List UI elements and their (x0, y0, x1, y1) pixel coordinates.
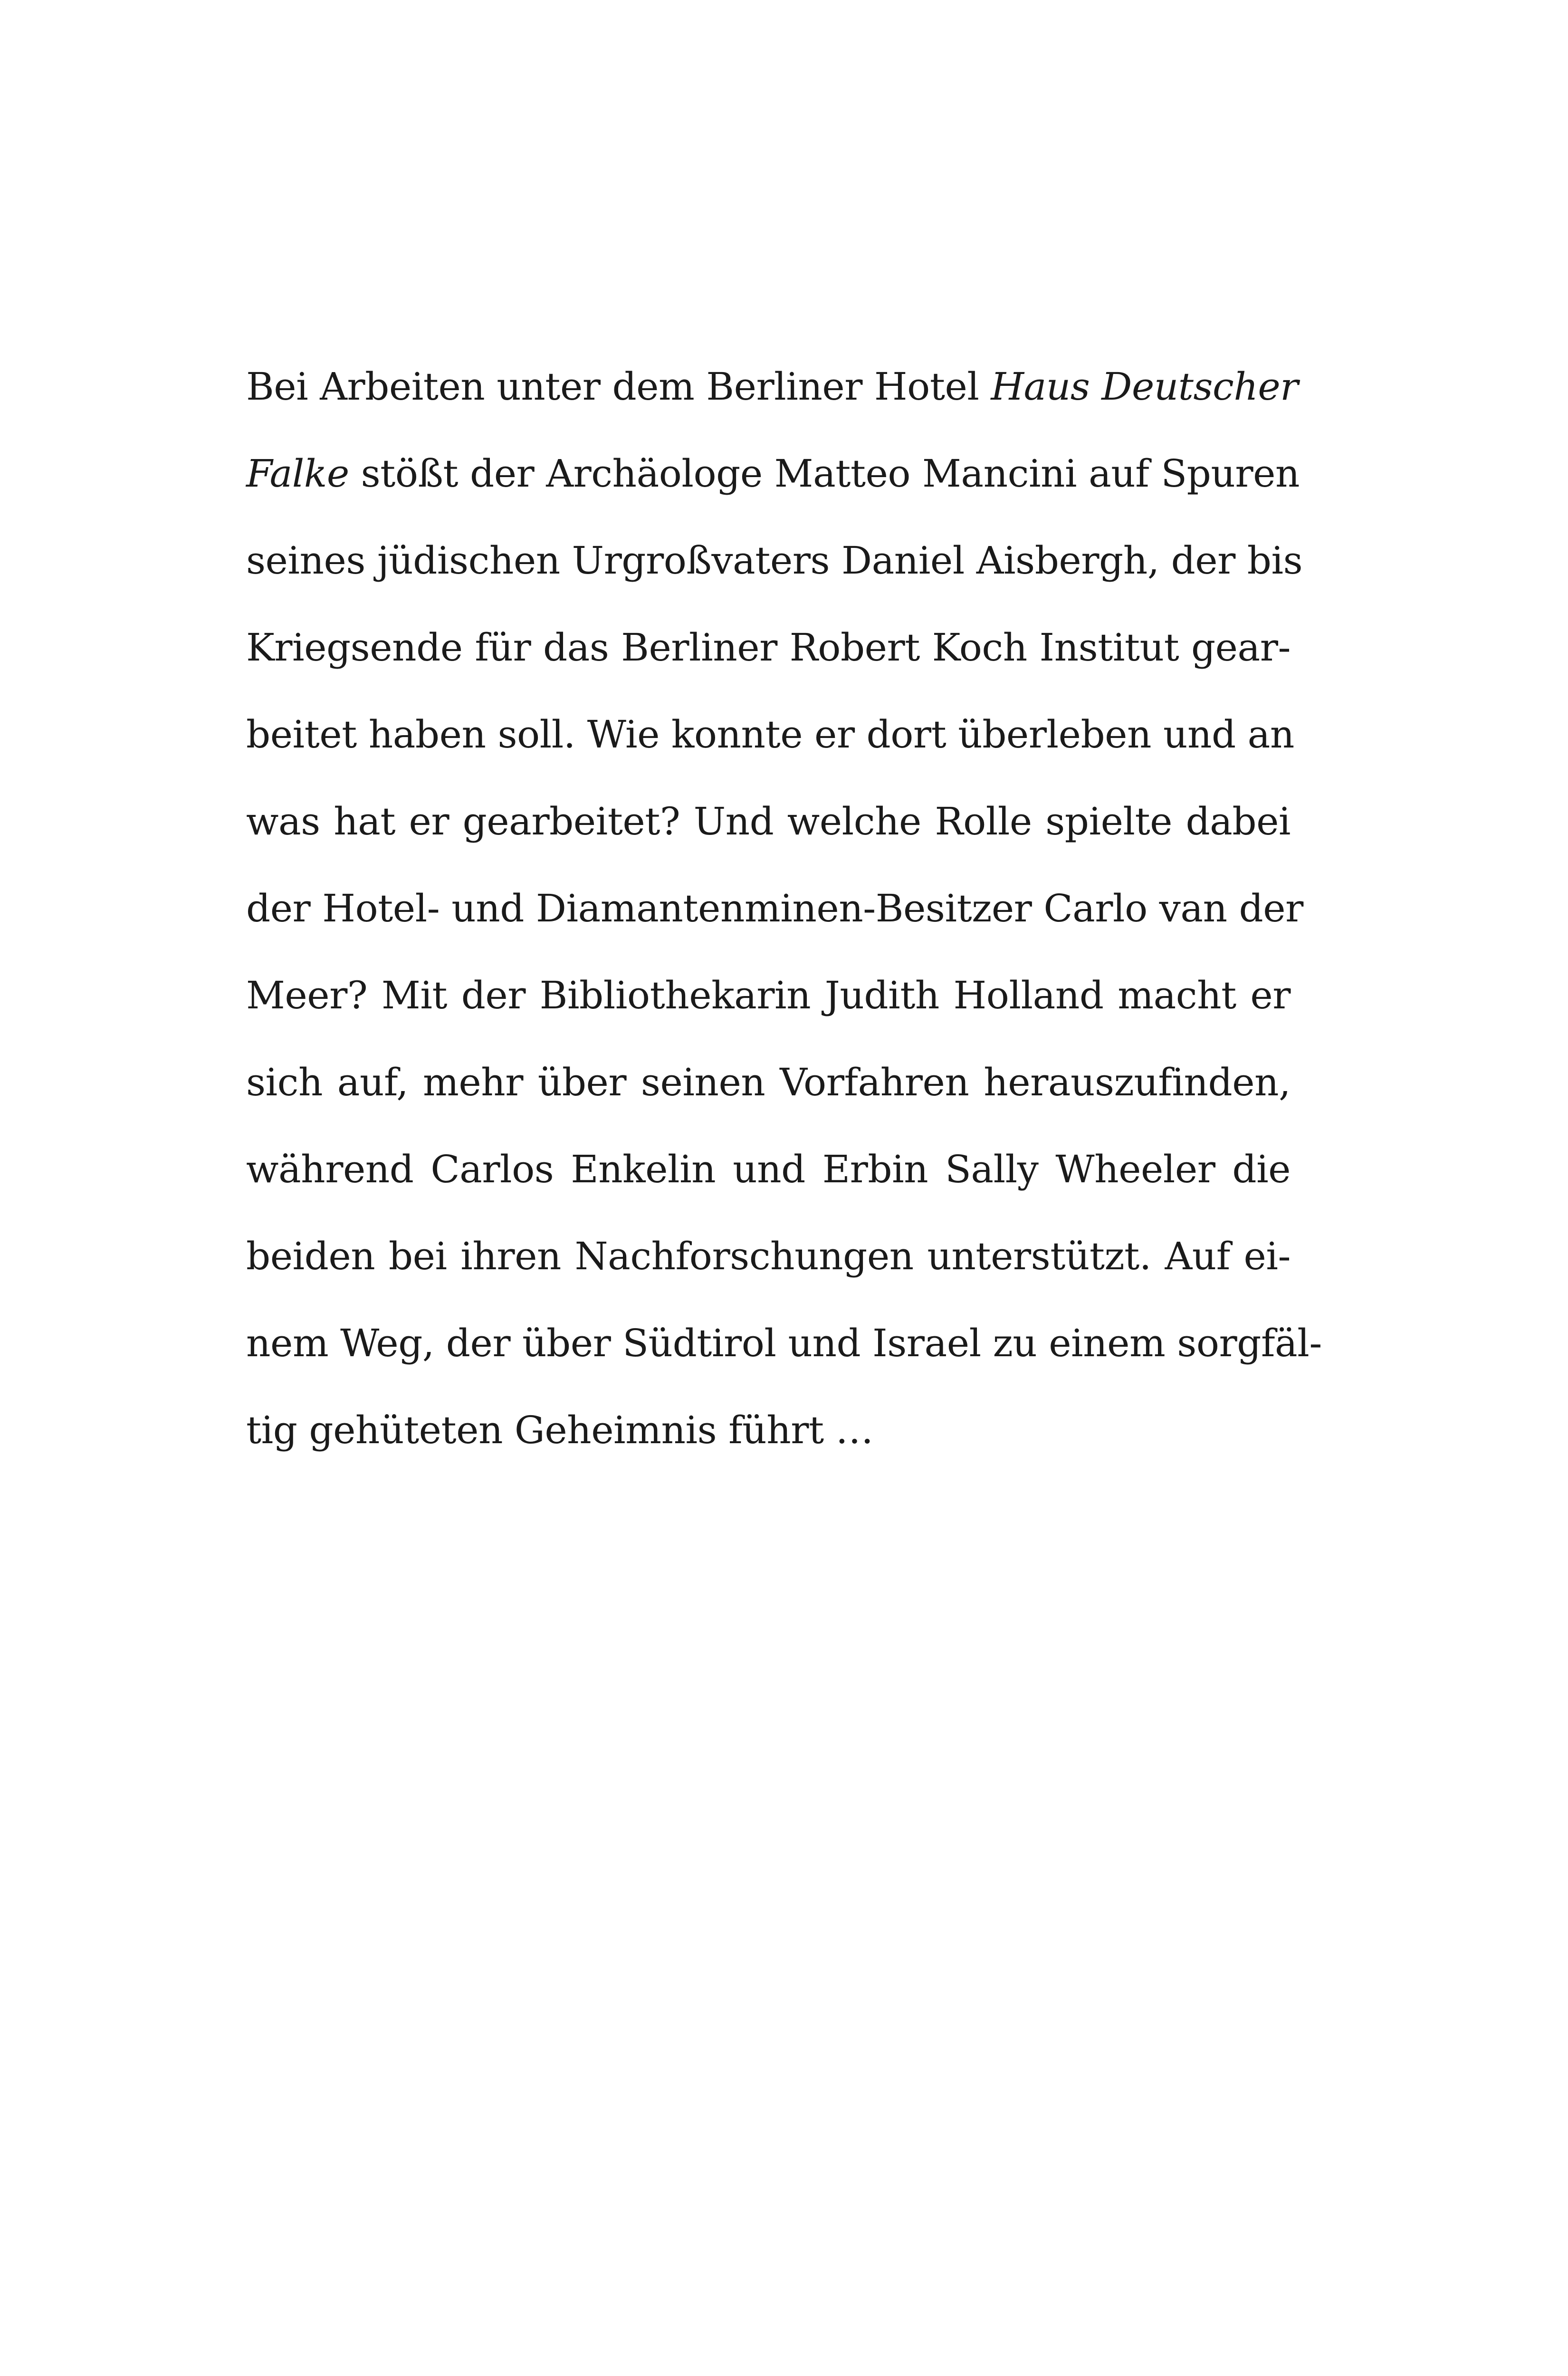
blurb-line-11: beiden bei ihren Nachforschungen unterstützt. Auf ei- (246, 1234, 1291, 1278)
blurb-line-6: was hat er gearbeitet? Und welche Rolle spielte dabei (246, 799, 1291, 843)
blurb-line-12: nem Weg, der über Südtirol und Israel zu einem sorgfäl- (246, 1321, 1322, 1365)
blurb-text (246, 343, 1322, 1474)
blurb-line-8: Meer? Mit der Bibliothekarin Judith Holland macht er (246, 973, 1291, 1017)
hotel-title-part-1: Haus Deutscher (991, 364, 1298, 409)
blurb-line-2 (246, 430, 1300, 517)
blurb-line-7: der Hotel- und Diamantenminen-Besitzer Carlo van der (246, 886, 1303, 930)
blurb-line-4: Kriegsende für das Berliner Robert Koch Institut gear- (246, 625, 1291, 670)
blurb-line-2-text: stößt der Archäologe Matteo Mancini auf Spuren (349, 451, 1300, 496)
blurb-line-10: während Carlos Enkelin und Erbin Sally Wheeler die (246, 1147, 1291, 1191)
blurb-line-9: sich auf, mehr über seinen Vorfahren herauszufinden, (246, 1060, 1291, 1104)
blurb-line-5: beitet haben soll. Wie konnte er dort überleben und an (246, 712, 1294, 757)
blurb-line-1-text: Bei Arbeiten unter dem Berliner Hotel (246, 364, 991, 409)
blurb-line-1 (246, 343, 1298, 430)
hotel-title-part-2: Falke (246, 451, 349, 496)
blurb-line-3: seines jüdischen Urgroßvaters Daniel Aisbergh, der bis (246, 538, 1303, 583)
blurb-line-13: tig gehüteten Geheimnis führt … (246, 1408, 874, 1452)
